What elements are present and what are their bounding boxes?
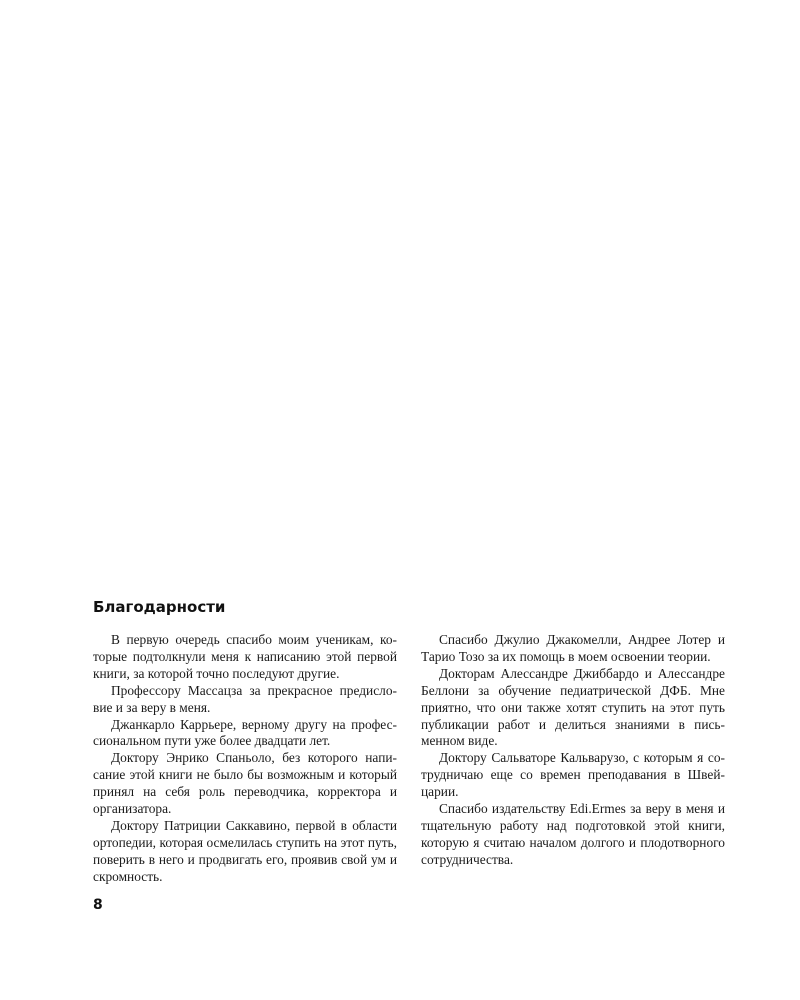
right-text-column bbox=[421, 632, 725, 869]
section-heading: Благодарности bbox=[93, 598, 226, 616]
paragraph-students: В первую очередь спасибо моим ученикам, которые подтолкнули меня к написанию этой первой книги, за которой точно последуют другие. bbox=[93, 632, 397, 681]
paragraph-giacomelli: Спасибо Джулио Джакомелли, Андрее Лотер и Тарио Тозо за их помощь в моем освоении теории. bbox=[421, 632, 725, 664]
paragraph-spagnolo: Доктору Энрико Спаньоло, без которого написание этой книги не было бы возможным и который принял на себя роль переводчика, корректора и организатора. bbox=[93, 750, 397, 817]
paragraph-massazza: Профессору Массацза за прекрасное предисловие и за веру в меня. bbox=[93, 682, 397, 715]
paragraph-saccavino: Доктору Патриции Саккавино, первой в области ортопедии, которая осмелилась ступить на этот путь, поверить в него и продвигать его, проявив свой ум и скромность. bbox=[93, 817, 397, 884]
left-text-column bbox=[93, 632, 397, 886]
paragraph-carriera: Джанкарло Каррьере, верному другу на профессиональном пути уже более двадцати лет. bbox=[93, 716, 397, 749]
paragraph-edi-ermes: Спасибо издательству Edi.Ermes за веру в меня и тщательную работу над подготовкой этой книги, которую я считаю началом долгого и плодотворного сотрудничества. bbox=[421, 801, 725, 867]
paragraph-gibbardo: Докторам Алессандре Джиббардо и Алессандре Беллони за обучение педиатрической ДФБ. Мне приятно, что они также хотят ступить на этот путь публикации работ и делиться знаниями в письменном виде. bbox=[421, 665, 725, 749]
paragraph-calvaruso: Доктору Сальваторе Кальварузо, с которым я сотрудничаю еще со времен преподавания в Швейцарии. bbox=[421, 750, 725, 800]
page-number: 8 bbox=[93, 897, 103, 913]
